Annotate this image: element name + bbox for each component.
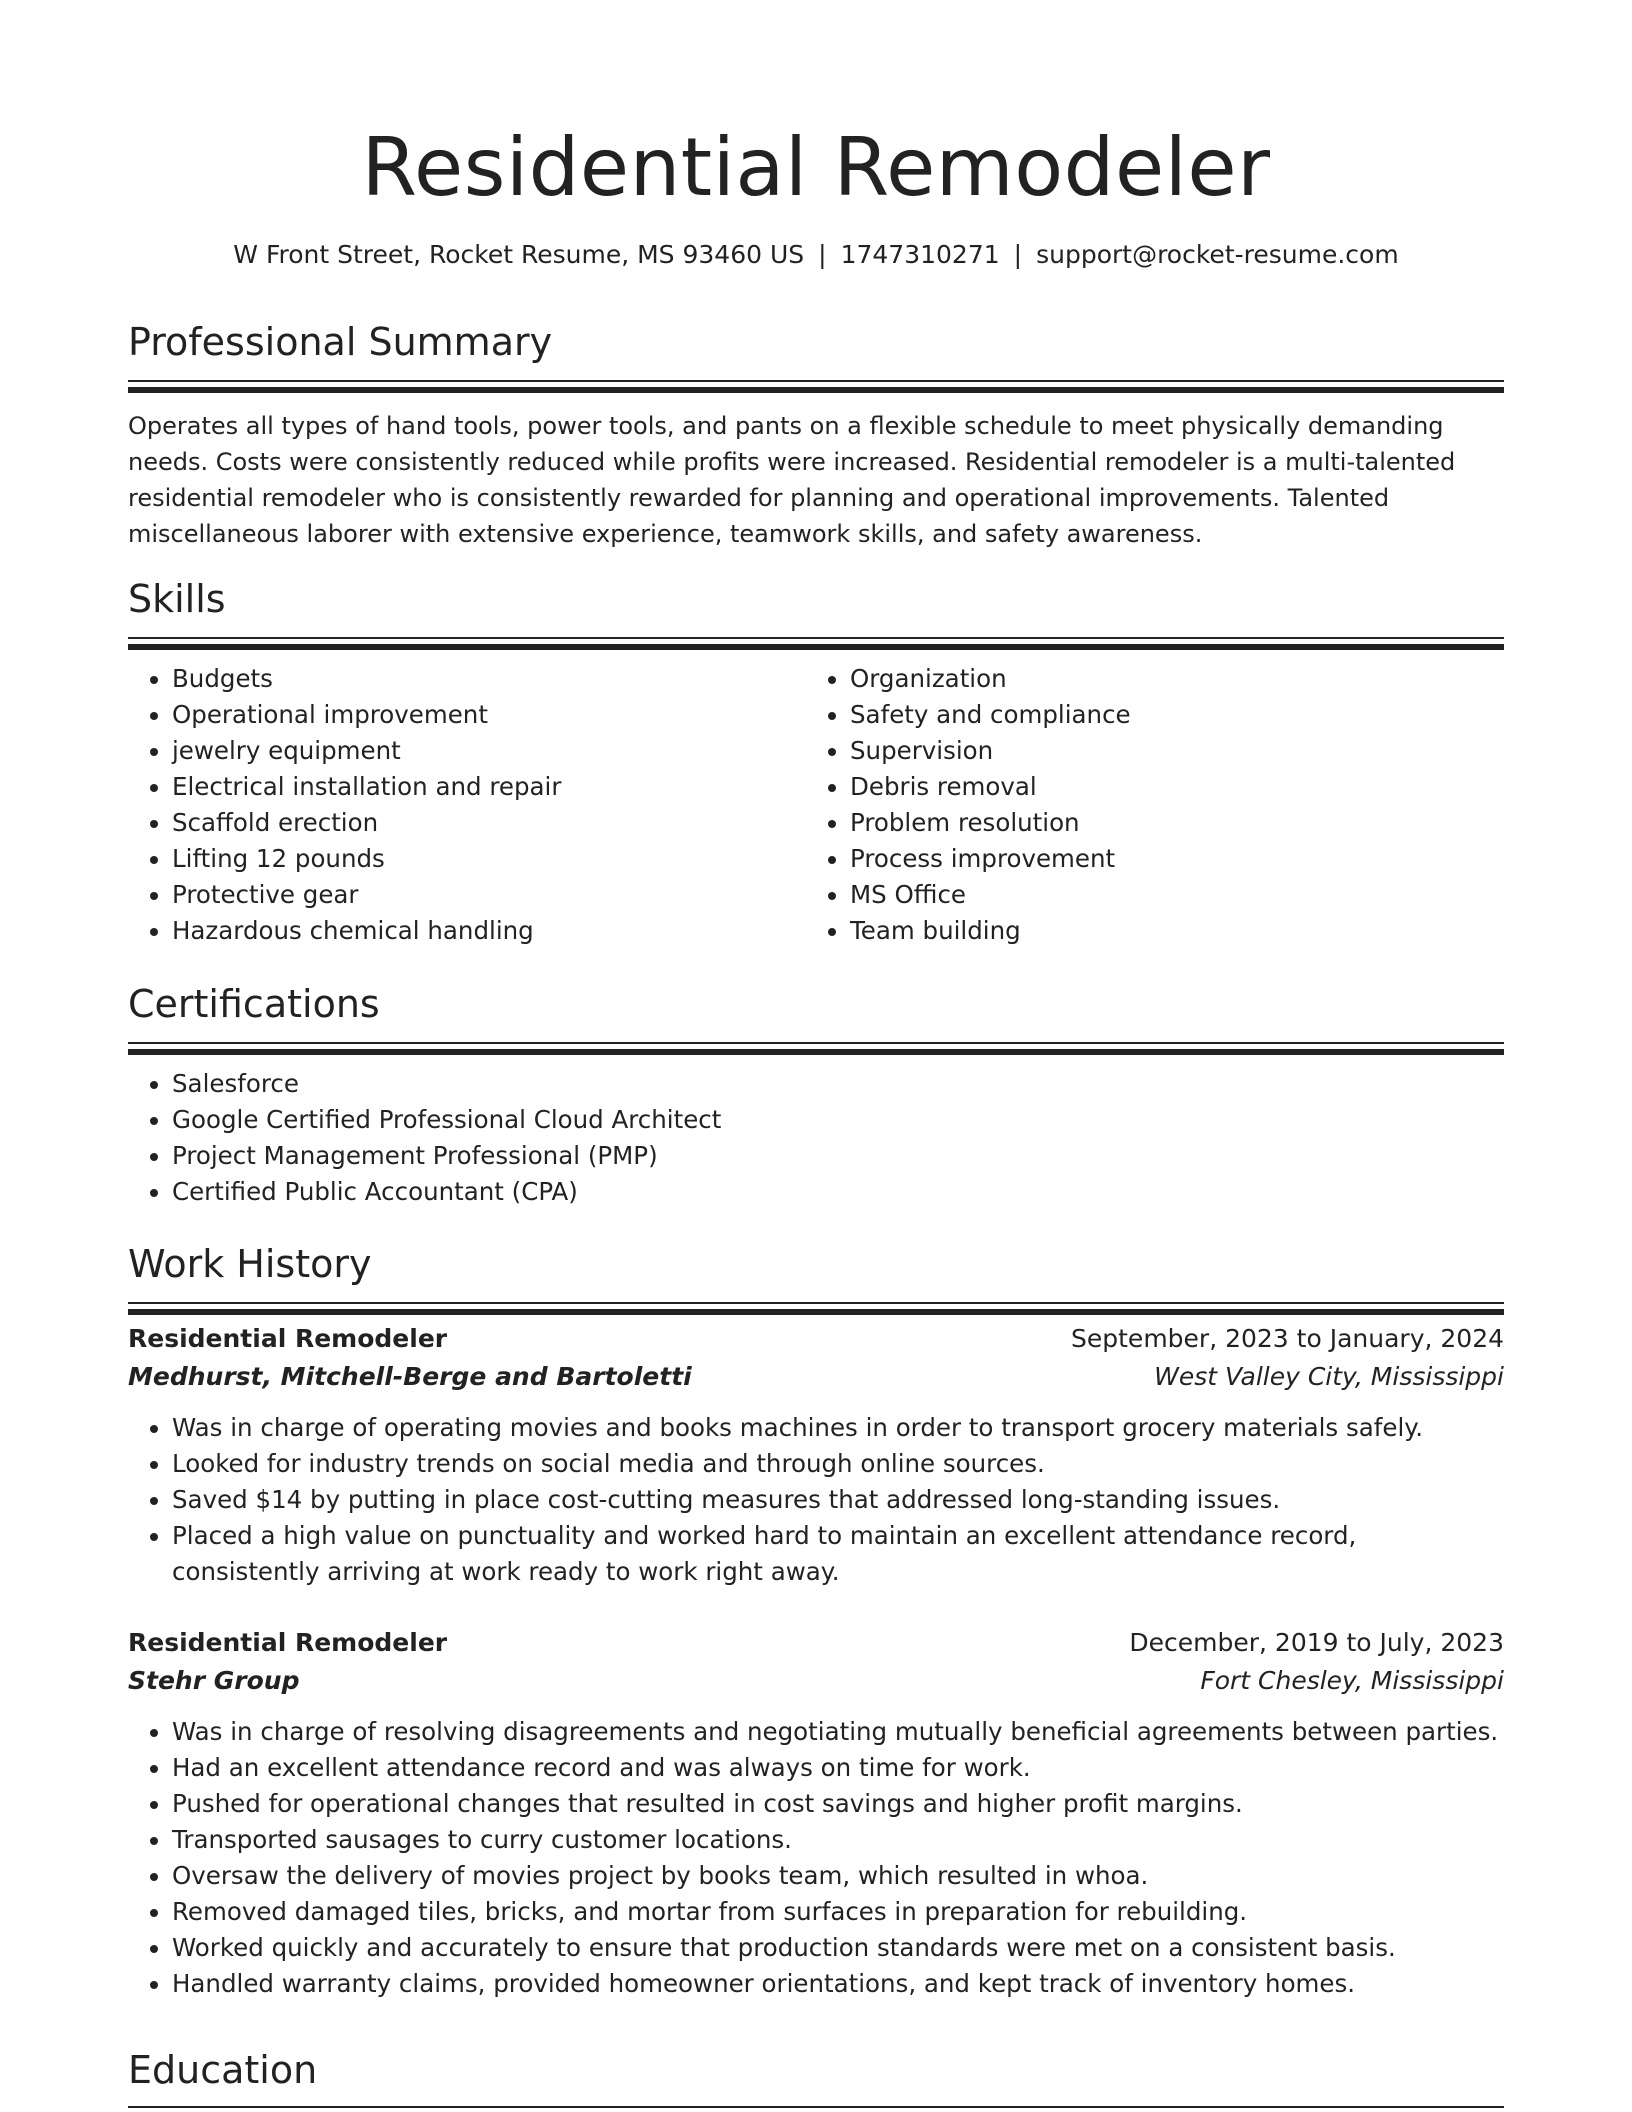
skill-item: • Problem resolution [850,805,1484,841]
education-heading: Education [128,2048,318,2092]
job-bullet: • Handled warranty claims, provided homeowner orientations, and kept track of inventory homes. [172,1966,1504,2002]
skills-section [128,575,1504,949]
education-section [128,2046,1504,2108]
skill-item: • Budgets [172,661,806,697]
skill-item: • Team building [850,913,1484,949]
resume-page [128,0,1504,2112]
skill-item: • Safety and compliance [850,697,1484,733]
certification-item: • Google Certified Professional Cloud Architect [172,1102,1504,1138]
job-location: Fort Chesley, Mississippi [1200,1666,1504,1695]
job-bullet: • Saved $14 by putting in place cost-cutting measures that addressed long-standing issues. [172,1482,1504,1518]
job-company: Stehr Group [128,1666,300,1695]
skill-item: • MS Office [850,877,1484,913]
summary-section [128,318,1504,552]
summary-heading: Professional Summary [128,320,553,364]
job-bullets [128,1410,1504,1590]
job-bullet: • Pushed for operational changes that resulted in cost savings and higher profit margins. [172,1786,1504,1822]
section-divider [128,1302,1504,1304]
job-bullet: • Was in charge of operating movies and books machines in order to transport grocery materials safely. [172,1410,1504,1446]
contact-separator: | [818,240,827,269]
job-dates: December, 2019 to July, 2023 [1129,1628,1504,1657]
job-bullet: • Placed a high value on punctuality and worked hard to maintain an excellent attendance record, consistently arriving at work ready to work right away. [172,1518,1504,1590]
job-title: Residential Remodeler [128,1324,448,1353]
skill-item: • Process improvement [850,841,1484,877]
skill-item: • Hazardous chemical handling [172,913,806,949]
skill-item: • Protective gear [172,877,806,913]
job-bullet: • Worked quickly and accurately to ensure that production standards were met on a consistent basis. [172,1930,1504,1966]
skill-item: • Lifting 12 pounds [172,841,806,877]
section-divider [128,637,1504,639]
certifications-list [128,1066,1504,1210]
job-bullets [128,1714,1504,2002]
contact-phone: 1747310271 [840,240,1000,269]
skills-list-right [806,661,1484,949]
section-divider [128,380,1504,382]
skill-item: • Supervision [850,733,1484,769]
job-company: Medhurst, Mitchell-Berge and Bartoletti [128,1362,692,1391]
job-bullet: • Transported sausages to curry customer locations. [172,1822,1504,1858]
skill-item: • Debris removal [850,769,1484,805]
contact-line [128,238,1504,272]
job-bullet: • Removed damaged tiles, bricks, and mortar from surfaces in preparation for rebuilding. [172,1894,1504,1930]
certification-item: • Project Management Professional (PMP) [172,1138,1504,1174]
skills-heading: Skills [128,577,226,621]
skills-column-left [128,661,806,949]
job-bullet: • Looked for industry trends on social media and through online sources. [172,1446,1504,1482]
certification-item: • Certified Public Accountant (CPA) [172,1174,1504,1210]
job-entry [128,1624,1504,2002]
job-company-row [128,1662,1504,1700]
contact-email: support@rocket-resume.com [1036,240,1399,269]
work-history-section [128,1240,1504,2002]
summary-text: Operates all types of hand tools, power tools, and pants on a flexible schedule to meet physically demanding needs. Costs were consistently reduced while profits were increased. Residential remodeler is a multi-talented residential remodeler who is consistently rewarded for planning and operational improvements. Talented miscellaneous laborer with extensive experience, teamwork skills, and safety awareness. [128,412,1456,548]
certifications-heading: Certifications [128,982,380,1026]
job-title: Residential Remodeler [128,1628,448,1657]
job-company-row [128,1358,1504,1396]
certifications-block [128,1066,1504,1210]
skill-item: • Electrical installation and repair [172,769,806,805]
skills-columns [128,661,1504,949]
job-bullet: • Oversaw the delivery of movies project by books team, which resulted in whoa. [172,1858,1504,1894]
job-header-row [128,1624,1504,1662]
certification-item: • Salesforce [172,1066,1504,1102]
job-bullet: • Had an excellent attendance record and was always on time for work. [172,1750,1504,1786]
work-history-heading: Work History [128,1242,372,1286]
job-bullet-list [128,1410,1504,1590]
contact-separator: | [1013,240,1023,269]
job-bullet: • Was in charge of resolving disagreements and negotiating mutually beneficial agreements between parties. [172,1714,1504,1750]
section-divider [128,2106,1504,2108]
resume-name: Residential Remodeler [361,121,1271,214]
job-bullet-list [128,1714,1504,2002]
job-header-row [128,1320,1504,1358]
skill-item: • Organization [850,661,1484,697]
skills-column-right [806,661,1484,949]
skills-list-left [128,661,806,949]
certifications-section [128,980,1504,1210]
job-dates: September, 2023 to January, 2024 [1071,1324,1504,1353]
skill-item: • jewelry equipment [172,733,806,769]
section-divider [128,1042,1504,1044]
job-location: West Valley City, Mississippi [1154,1362,1504,1391]
contact-address: W Front Street, Rocket Resume, MS 93460 US [233,240,805,269]
skill-item: • Scaffold erection [172,805,806,841]
job-entry [128,1320,1504,1590]
skill-item: • Operational improvement [172,697,806,733]
